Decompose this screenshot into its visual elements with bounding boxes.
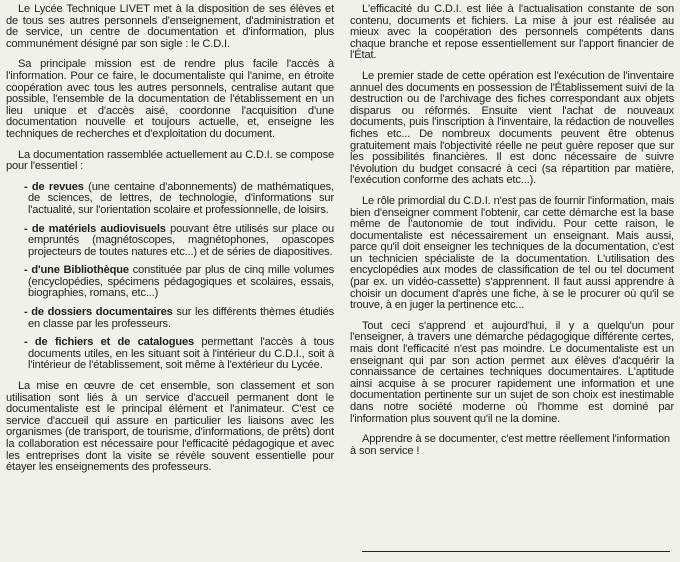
efficacite-paragraph: L'efficacité du C.D.I. est liée à l'actualisation constante de son contenu, documents et fichiers. La mise à jour est réalisée au mieux avec la coopération des personnels compétents dans chaque branche et repose essentiellement sur l'apport financier de l'État.: [350, 3, 674, 62]
mission-paragraph: Sa principale mission est de rendre plus facile l'accès à l'information. Pour ce faire, le documentaliste qui l'anime, en étroite coopération avec tous les autres personnels, centralise autant que possible, l'ensemble de la documentation de l'établissement en un lieu unique et d'accès aisé, coordonne l'acquisition d'une documentation nouvelle et toujours actuelle, et, enseigne les techniques de recherches et d'exploitation du document.: [6, 58, 334, 140]
list-item-text: sur les différents thèmes étudiés en classe par les professeurs.: [28, 306, 334, 330]
list-item-text: (une centaine d'abonnements) de mathématiques, de sciences, de lettres, de technologie, d'informations sur l'actualité, sur l'orientation scolaire et professionnelle, de loisirs.: [28, 180, 334, 216]
list-item: [24, 180, 334, 217]
list-item-term: - de matériels audiovisuels: [24, 222, 166, 235]
list-item: [24, 264, 334, 300]
list-item-term: - d'une Bibliothèque: [24, 264, 129, 277]
list-item-text: pouvant être utilisés sur place ou empruntés (magnétoscopes, magnétophones, opascopes projecteurs de toutes natures etc...) et de séries de diapositives.: [28, 222, 334, 258]
service-paragraph: La mise en œuvre de cet ensemble, son classement et son utilisation sont liés à un service d'accueil permanent dont le documentaliste est le principal élément et l'animateur. C'est ce service d'accueil qui assure en particulier les liaisons avec les organismes (de transport, de tourisme, d'informations, de prêts) dont la collaboration est nécessaire pour l'efficacité pédagogique et avec les entreprises dont la visite se révèle souvent essentielle pour étayer les enseignements des professeurs.: [6, 380, 334, 474]
right-column: [350, 4, 674, 466]
inventaire-paragraph: Le premier stade de cette opération est l'exécution de l'inventaire annuel des documents en possession de l'Établissement suivi de la destruction ou de l'archivage des fiches correspondant aux objets disparus ou réformés. Ensuite vient l'achat de nouveaux documents, puis l'inscription à l'inventaire, la rédaction de nouvelles fiches etc... De nombreux documents peuvent être obtenus gratuitement mais l'objectivité réelle ne peut guère reposer que sur les possibilités financières. Il est donc nécessaire de suivre l'évolution du budget consacré à ceci (sa répartition par matière, l'exécution conforme des achats etc...).: [350, 69, 674, 187]
list-item-text: constituée par plus de cinq mille volumes (encyclopédies, spécimens pédagogiques et scolaires, essais, biographies, romans, etc...): [28, 264, 334, 300]
closing-paragraph: Apprendre à se documenter, c'est mettre réellement l'information à son service !: [350, 433, 670, 457]
intro-paragraph: Le Lycée Technique LIVET met à la disposition de ses élèves et de tous ses autres personnels d'enseignement, d'administration et de service, un centre de documentation et d'information, plus communément désigné par son sigle : le C.D.I.: [6, 3, 334, 50]
list-item-term: - de dossiers documentaires: [24, 306, 173, 319]
closing-rule: [362, 551, 670, 552]
documentation-list: [6, 182, 334, 372]
apprend-paragraph: Tout ceci s'apprend et aujourd'hui, il y a quelqu'un pour l'enseigner, à travers une démarche pédagogique différente certes, mais dont l'efficacité n'est pas moindre. Le documentaliste est un enseignant qui par son action permet aux élèves d'acquérir la connaissance de certaines techniques documentaires. L'aptitude ainsi acquise à se procurer rapidement une information et une documentation pertinente sur un sujet de son choix est inestimable dans notre société moderne où l'homme est dominé par l'information plus souvent qu'il ne la domine.: [350, 319, 674, 425]
list-item-term: - de fichiers et de catalogues: [24, 336, 195, 349]
list-item: [24, 222, 334, 259]
list-item: [24, 306, 334, 330]
role-paragraph: Le rôle primordial du C.D.I. n'est pas de fournir l'information, mais bien d'enseigner comment l'obtenir, car cette démarche est la base même de l'autonomie de tout individu. Pour cette raison, le documentaliste est nécessairement un enseignant. Mais aussi, parce qu'il doit enseigner les techniques de la documentation, c'est un technicien spécialiste de la documentation. L'utilisation des encyclopédies aux modes de classification de tel ou tel document (par ex. un vidéo-cassette) s'apprennent. Il faut aussi apprendre à choisir un document d'après une fiche, à se le procurer où qu'il se trouve, à en juger la pertinence etc...: [350, 194, 674, 312]
composition-intro: La documentation rassemblée actuellement au C.D.I. se compose pour l'essentiel :: [6, 148, 334, 173]
list-item-text: permettant l'accès à tous documents utiles, en les situant soit à l'intérieur du C.D.I., soit à l'intérieur de l'établissement, soit même à l'extérieur du Lycée.: [28, 336, 334, 372]
list-item: [24, 336, 334, 372]
left-column: [6, 4, 334, 483]
list-item-term: - de revues: [24, 180, 84, 193]
